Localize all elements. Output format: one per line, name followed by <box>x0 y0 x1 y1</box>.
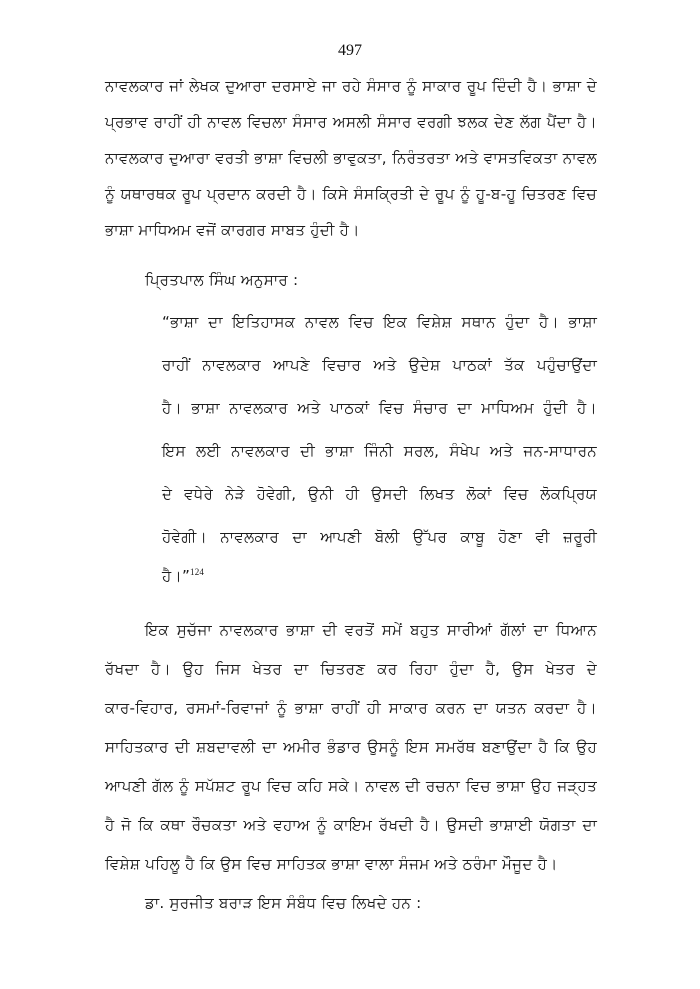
quote-line: ਇਸ ਲਈ ਨਾਵਲਕਾਰ ਦੀ ਭਾਸ਼ਾ ਜਿੰਨੀ ਸਰਲ, ਸੰਖੇਪ ਅਤੇ ਜਨ-ਸਾਧਾਰਨ <box>162 442 597 460</box>
quote-line: ਹੈ। ਭਾਸ਼ਾ ਨਾਵਲਕਾਰ ਅਤੇ ਪਾਠਕਾਂ ਵਿਚ ਸੰਚਾਰ ਦਾ ਮਾਧਿਅਮ ਹੁੰਦੀ ਹੈ। <box>162 399 597 417</box>
citation-intro: ਪ੍ਰਿਤਪਾਲ ਸਿੰਘ ਅਨੁਸਾਰ : <box>145 271 299 289</box>
text-line: ਆਪਣੀ ਗੱਲ ਨੂੰ ਸਪੱਸ਼ਟ ਰੂਪ ਵਿਚ ਕਹਿ ਸਕੇ। ਨਾਵਲ ਦੀ ਰਚਨਾ ਵਿਚ ਭਾਸ਼ਾ ਉਹ ਜੜ੍ਹਤ <box>105 777 597 795</box>
quote-closing-text: ਹੈ।” <box>162 567 191 585</box>
quote-line-last <box>162 566 204 586</box>
text-line: ਪ੍ਰਭਾਵ ਰਾਹੀਂ ਹੀ ਨਾਵਲ ਵਿਚਲਾ ਸੰਸਾਰ ਅਸਲੀ ਸੰਸਾਰ ਵਰਗੀ ਝਲਕ ਦੇਣ ਲੱਗ ਪੈਂਦਾ ਹੈ। <box>105 113 597 131</box>
quote-line: ਰਾਹੀਂ ਨਾਵਲਕਾਰ ਆਪਣੇ ਵਿਚਾਰ ਅਤੇ ਉਦੇਸ਼ ਪਾਠਕਾਂ ਤੱਕ ਪਹੁੰਚਾਉਂਦਾ <box>162 356 597 374</box>
text-line: ਕਾਰ-ਵਿਹਾਰ, ਰਸਮਾਂ-ਰਿਵਾਜਾਂ ਨੂੰ ਭਾਸ਼ਾ ਰਾਹੀਂ ਹੀ ਸਾਕਾਰ ਕਰਨ ਦਾ ਯਤਨ ਕਰਦਾ ਹੈ। <box>105 699 597 717</box>
citation-intro: ਡਾ. ਸੁਰਜੀਤ ਬਰਾੜ ਇਸ ਸੰਬੰਧ ਵਿਚ ਲਿਖਦੇ ਹਨ : <box>145 894 422 912</box>
quote-line: ਹੋਵੇਗੀ। ਨਾਵਲਕਾਰ ਦਾ ਆਪਣੀ ਬੋਲੀ ਉੱਪਰ ਕਾਬੂ ਹੋਣਾ ਵੀ ਜ਼ਰੂਰੀ <box>162 528 597 546</box>
text-line: ਨਾਵਲਕਾਰ ਦੁਆਰਾ ਵਰਤੀ ਭਾਸ਼ਾ ਵਿਚਲੀ ਭਾਵੁਕਤਾ, ਨਿਰੰਤਰਤਾ ਅਤੇ ਵਾਸਤਵਿਕਤਾ ਨਾਵਲ <box>105 149 597 167</box>
text-line: ਹੈ ਜੋ ਕਿ ਕਥਾ ਰੌਚਕਤਾ ਅਤੇ ਵਹਾਅ ਨੂੰ ਕਾਇਮ ਰੱਖਦੀ ਹੈ। ਉਸਦੀ ਭਾਸ਼ਾਈ ਯੋਗਤਾ ਦਾ <box>105 816 597 834</box>
text-line: ਨਾਵਲਕਾਰ ਜਾਂ ਲੇਖਕ ਦੁਆਰਾ ਦਰਸਾਏ ਜਾ ਰਹੇ ਸੰਸਾਰ ਨੂੰ ਸਾਕਾਰ ਰੂਪ ਦਿੰਦੀ ਹੈ। ਭਾਸ਼ਾ ਦੇ <box>105 77 597 95</box>
text-line: ਵਿਸ਼ੇਸ਼ ਪਹਿਲੂ ਹੈ ਕਿ ਉਸ ਵਿਚ ਸਾਹਿਤਕ ਭਾਸ਼ਾ ਵਾਲਾ ਸੰਜਮ ਅਤੇ ਠਰੰਮਾ ਮੌਜੂਦ ਹੈ। <box>105 855 558 873</box>
text-line: ਰੱਖਦਾ ਹੈ। ਉਹ ਜਿਸ ਖੇਤਰ ਦਾ ਚਿਤਰਣ ਕਰ ਰਿਹਾ ਹੁੰਦਾ ਹੈ, ਉਸ ਖੇਤਰ ਦੇ <box>105 660 597 678</box>
footnote-reference: 124 <box>190 566 205 577</box>
quote-line: ਦੇ ਵਧੇਰੇ ਨੇੜੇ ਹੋਵੇਗੀ, ਉਨੀ ਹੀ ਉਸਦੀ ਲਿਖਤ ਲੋਕਾਂ ਵਿਚ ਲੋਕਪ੍ਰਿਯ <box>162 485 597 503</box>
quote-line: “ਭਾਸ਼ਾ ਦਾ ਇਤਿਹਾਸਕ ਨਾਵਲ ਵਿਚ ਇਕ ਵਿਸ਼ੇਸ਼ ਸਥਾਨ ਹੁੰਦਾ ਹੈ। ਭਾਸ਼ਾ <box>162 313 597 331</box>
page-number: 497 <box>338 42 362 59</box>
text-line: ਸਾਹਿਤਕਾਰ ਦੀ ਸ਼ਬਦਾਵਲੀ ਦਾ ਅਮੀਰ ਭੰਡਾਰ ਉਸਨੂੰ ਇਸ ਸਮਰੱਥ ਬਣਾਉਂਦਾ ਹੈ ਕਿ ਉਹ <box>105 738 597 756</box>
text-line: ਭਾਸ਼ਾ ਮਾਧਿਅਮ ਵਜੋਂ ਕਾਰਗਰ ਸਾਬਤ ਹੁੰਦੀ ਹੈ। <box>105 221 360 239</box>
text-line: ਨੂੰ ਯਥਾਰਥਕ ਰੂਪ ਪ੍ਰਦਾਨ ਕਰਦੀ ਹੈ। ਕਿਸੇ ਸੰਸਕ੍ਰਿਤੀ ਦੇ ਰੂਪ ਨੂੰ ਹੂ-ਬ-ਹੂ ਚਿਤਰਣ ਵਿਚ <box>105 185 597 203</box>
text-line: ਇਕ ਸੁਚੱਜਾ ਨਾਵਲਕਾਰ ਭਾਸ਼ਾ ਦੀ ਵਰਤੋਂ ਸਮੇਂ ਬਹੁਤ ਸਾਰੀਆਂ ਗੱਲਾਂ ਦਾ ਧਿਆਨ <box>145 621 597 639</box>
